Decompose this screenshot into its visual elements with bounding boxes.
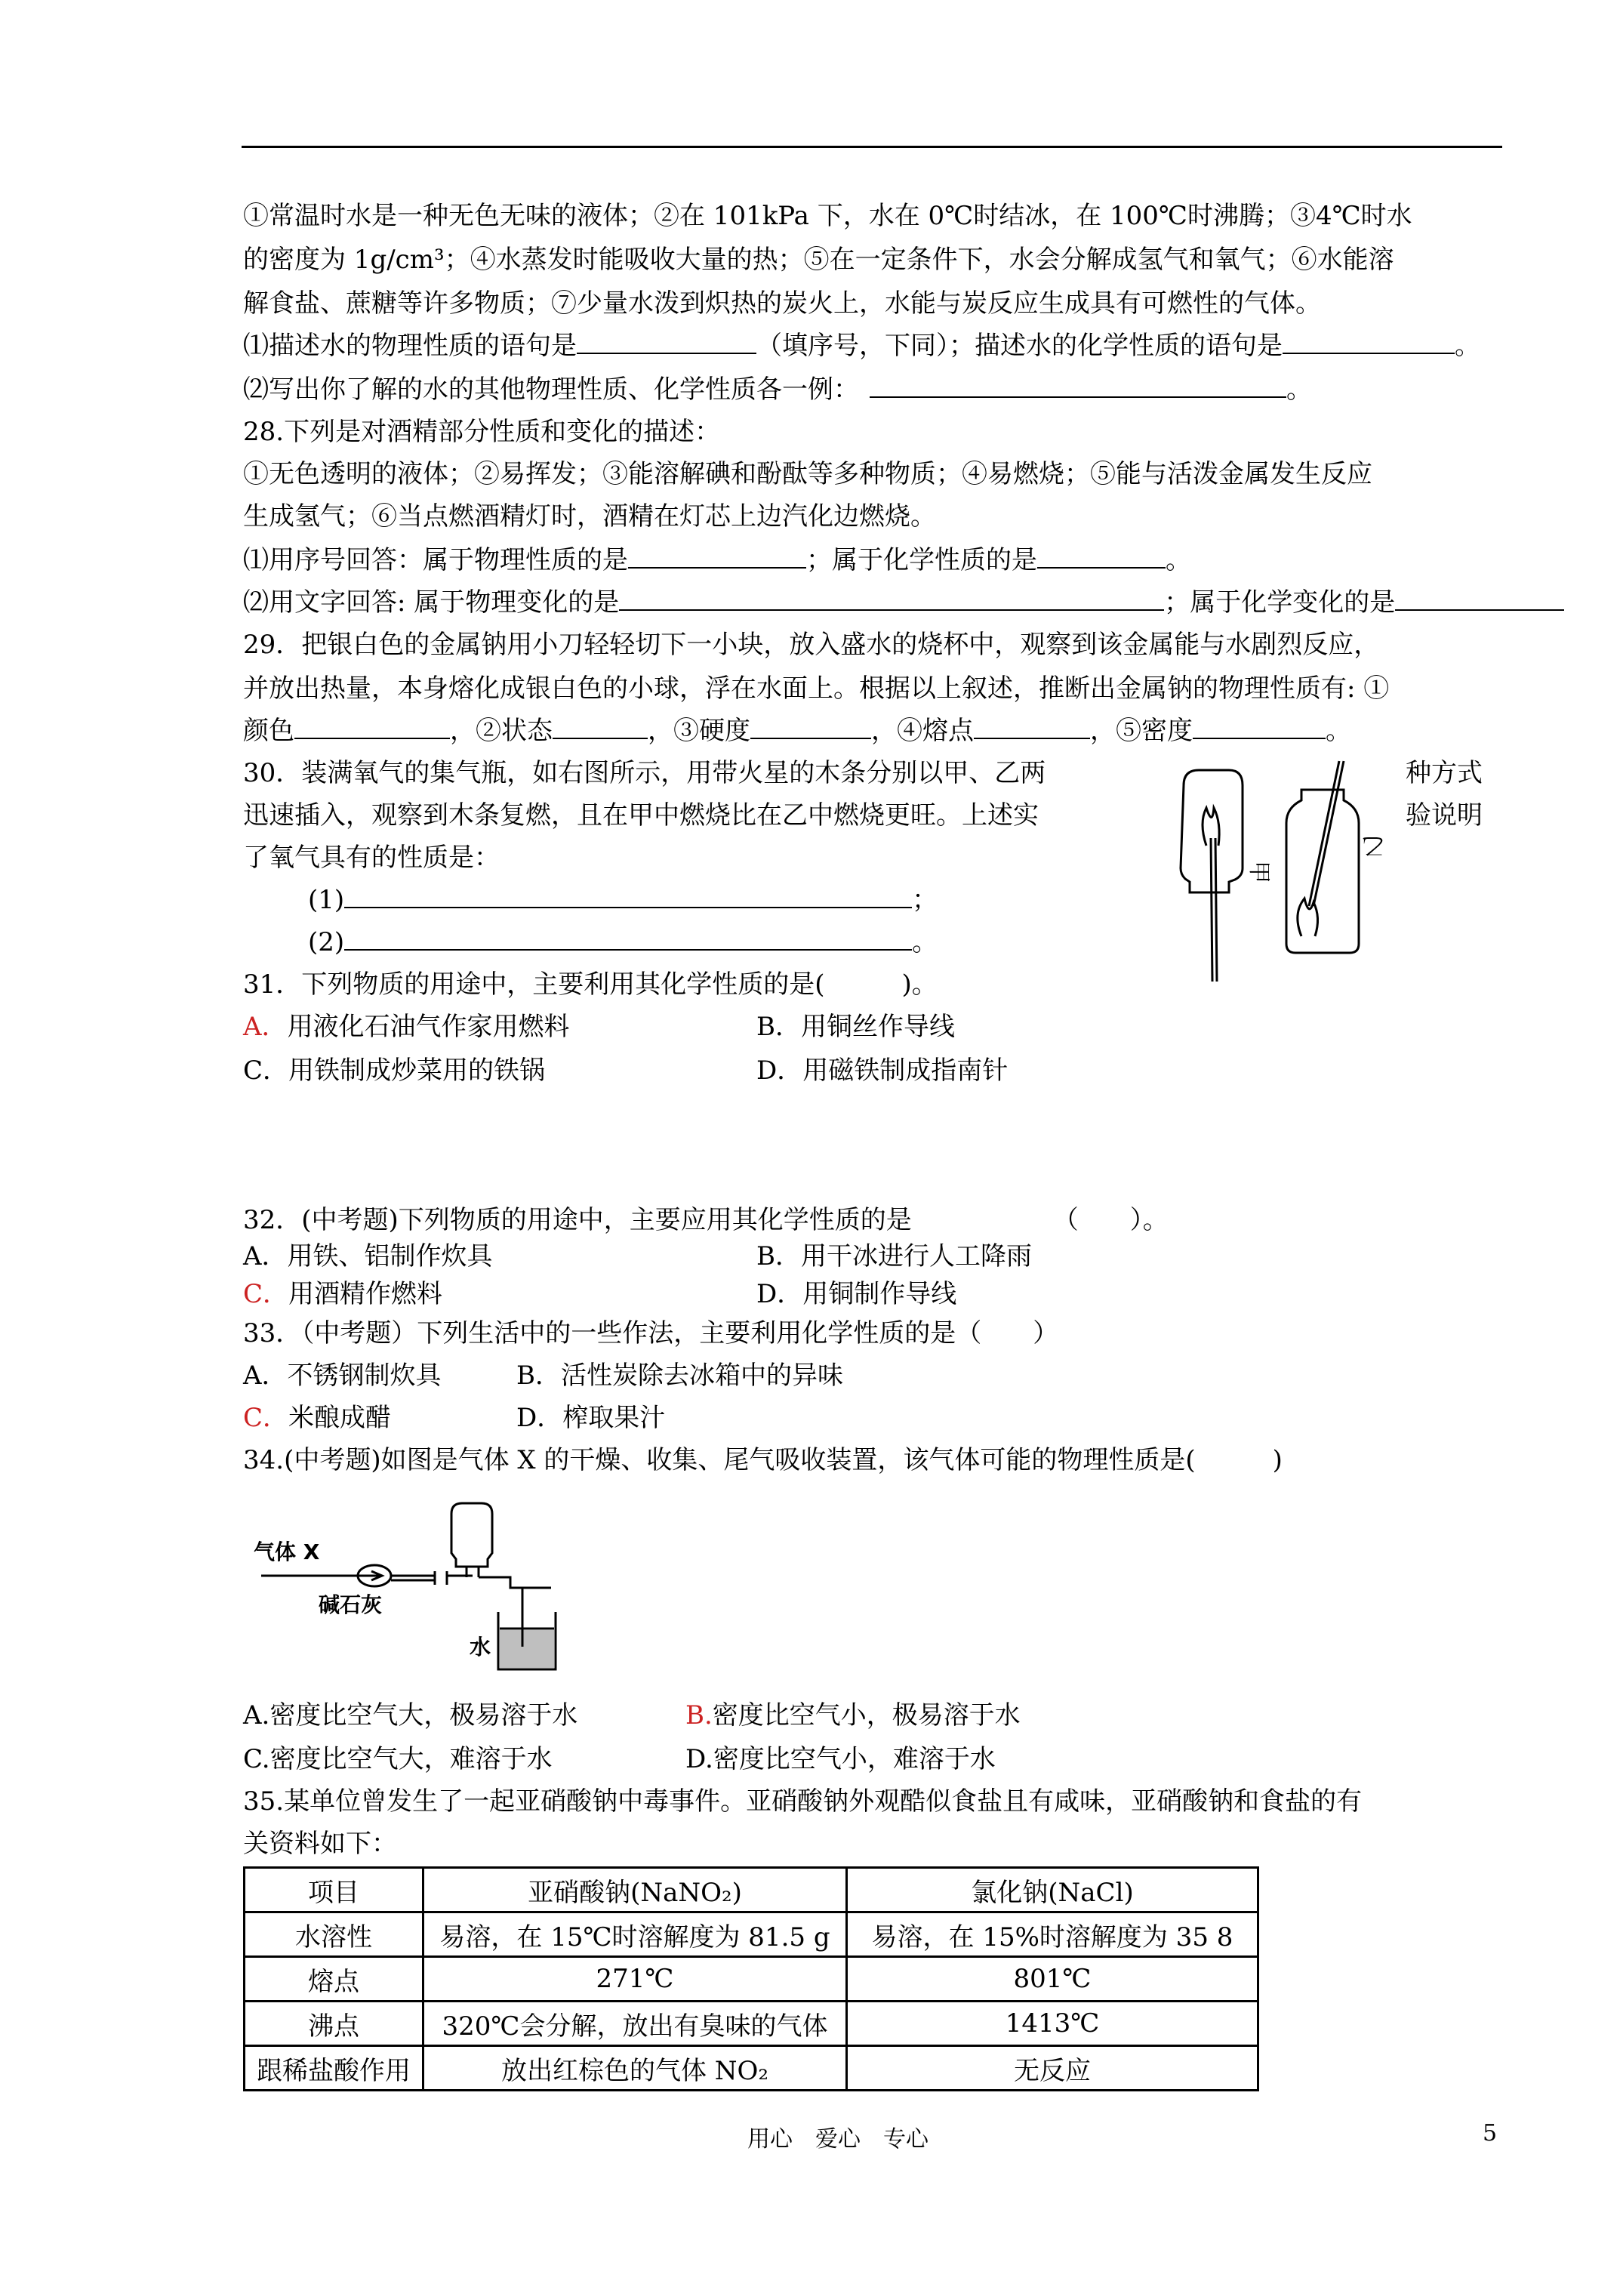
gas-x-label: 气体 X [254,1539,320,1564]
option-text: 用酒精作燃料 [288,1279,443,1309]
option-letter: A． [243,1012,288,1042]
table-row [245,2046,1258,2091]
q33-question: 33．（中考题）下列生活中的一些作法，主要利用化学性质的是（ ） [243,1318,1059,1348]
q28-title: 28.下列是对酒精部分性质和变化的描述： [243,417,721,447]
q34-option-a[interactable]: A.密度比空气大，极易溶于水 [243,1700,578,1730]
joint [435,1571,447,1585]
question-text: ，③硬度 [648,716,750,746]
water-fill [500,1630,554,1668]
table-row [245,1912,1258,1957]
q30-text-line-2: 迅速插入，观察到木条复燃，且在甲中燃烧比在乙中燃烧更旺。上述实 [243,800,1039,831]
q30-answer-line-1 [308,879,938,921]
option-text: 用液化石油气作家用燃料 [287,1012,570,1042]
q33-option-a[interactable]: A．不锈钢制炊具 [243,1361,442,1391]
q32-option-b[interactable]: B．用干冰进行人工降雨 [756,1241,1032,1271]
table-cell: 沸点 [245,2002,423,2046]
outlet-tube [479,1577,551,1588]
question-text: （填序号，下同）；描述水的化学性质的语句是 [756,331,1283,361]
collection-bottle [451,1503,492,1567]
table-cell: 跟稀盐酸作用 [245,2046,423,2091]
answer-blank[interactable] [553,710,648,739]
flame-yi [1298,898,1318,936]
q33-option-c[interactable] [243,1397,391,1439]
question-text: 颜色 [243,716,294,746]
splint-yi-edge [1313,761,1344,906]
q32-option-a[interactable]: A．用铁、铝制作炊具 [243,1241,493,1271]
splint-jia [1211,838,1212,982]
table-cell: 801℃ [847,1957,1258,2002]
punctuation: 。 [1455,331,1480,361]
table-cell: 无反应 [847,2046,1258,2091]
q31-option-c[interactable]: C．用铁制成炒菜用的铁锅 [243,1056,546,1086]
q32-option-c[interactable] [243,1273,442,1315]
answer-blank[interactable] [974,710,1090,739]
table-cell: 1413℃ [847,2002,1258,2046]
answer-blank[interactable] [870,369,1286,398]
q32-option-d[interactable]: D．用铜制作导线 [756,1279,957,1309]
q31-option-a[interactable] [243,1006,570,1048]
q30-answer-line-2 [308,921,938,963]
q28-text-line-2: 生成氢气；⑥当点燃酒精灯时，酒精在灯芯上边汽化边燃烧。 [243,501,936,532]
water-text-line-1: ①常温时水是一种无色无味的液体；②在 101kPa 下，水在 0℃时结冰，在 100℃时沸腾；③4℃时水 [243,201,1412,231]
answer-number: (1) [308,885,345,915]
answer-blank[interactable] [1395,582,1564,611]
option-letter: C． [243,1279,289,1309]
question-text: ⑴用序号回答：属于物理性质的是 [243,545,628,575]
q34-option-c[interactable]: C.密度比空气大，难溶于水 [243,1744,553,1774]
gas-jar-figure [1153,755,1403,989]
table-cell: 水溶性 [245,1912,423,1957]
punctuation: 。 [1326,716,1351,746]
answer-blank[interactable] [1283,325,1455,354]
table-header-cell: 氯化钠(NaCl) [847,1868,1258,1912]
water-question-2 [243,368,1312,411]
q31-option-b[interactable]: B．用铜丝作导线 [756,1012,955,1042]
jar-yi-outline [1286,790,1359,953]
table-cell: 271℃ [423,1957,847,2002]
option-letter: B. [685,1700,713,1730]
header-rule [242,146,1502,148]
punctuation: ； [912,885,938,915]
table-row [245,1957,1258,2002]
table-header-cell: 亚硝酸钠(NaNO₂) [423,1868,847,1912]
q31-question: 31．下列物质的用途中，主要利用其化学性质的是( )。 [243,969,938,1000]
table-header-row [245,1868,1258,1912]
q34-option-d[interactable]: D.密度比空气小，难溶于水 [685,1744,996,1774]
question-text: ⑵用文字回答: 属于物理变化的是 [243,587,620,618]
q29-text-line-2: 并放出热量，本身熔化成银白色的小球，浮在水面上。根据以上叙述，推断出金属钠的物理性质有: ① [243,673,1390,704]
table-row [245,2002,1258,2046]
label-yi: 乙 [1362,832,1384,858]
water-text-line-3: 解食盐、蔗糖等许多物质；⑦少量水泼到炽热的炭火上，水能与炭反应生成具有可燃性的气体。 [243,288,1321,319]
option-letter: C． [243,1403,289,1433]
question-text: ，②状态 [450,716,553,746]
table-cell: 易溶，在 15%时溶解度为 35 8 [847,1912,1258,1957]
answer-blank[interactable] [294,710,450,739]
q31-option-d[interactable]: D．用磁铁制成指南针 [756,1056,1009,1086]
q35-text-line-1: 35.某单位曾发生了一起亚硝酸钠中毒事件。亚硝酸钠外观酷似食盐且有咸味，亚硝酸钠和食盐的有 [243,1786,1363,1817]
q28-text-line-1: ①无色透明的液体；②易挥发；③能溶解碘和酚酞等多种物质；④易燃烧；⑤能与活泼金属发生反应 [243,459,1372,489]
table-cell: 放出红棕色的气体 NO₂ [423,2046,847,2091]
answer-blank[interactable] [619,582,1164,611]
q35-text-line-2: 关资料如下： [243,1829,397,1859]
water-question-1 [243,325,1480,367]
splint-yi [1309,761,1339,906]
answer-blank[interactable] [344,922,912,951]
q30-text-line-3: 了氧气具有的性质是： [243,843,500,873]
page-number: 5 [1483,2120,1498,2147]
question-text: ；属于化学变化的是 [1164,587,1396,618]
q29-text-line-3 [243,710,1351,752]
comparison-table [243,1866,1259,2091]
water-label: 水 [470,1635,491,1660]
option-text: 密度比空气小，极易溶于水 [712,1700,1021,1730]
q28-subquestion-1 [243,539,1191,581]
question-text: ，④熔点 [871,716,974,746]
punctuation: 。 [1166,545,1191,575]
soda-lime-label: 碱石灰 [319,1592,383,1617]
q30-text-line-1: 30．装满氧气的集气瓶，如右图所示，用带火星的木条分别以甲、乙两 [243,758,1046,788]
answer-blank[interactable] [344,880,912,908]
label-jia: 甲 [1246,861,1272,883]
question-text: ，⑤密度 [1090,716,1193,746]
answer-number: (2) [308,927,345,957]
q28-subquestion-2 [243,581,1564,624]
answer-blank[interactable] [628,540,806,569]
table-header-cell: 项目 [245,1868,423,1912]
punctuation: 。 [1286,374,1312,405]
q33-option-b[interactable]: B．活性炭除去冰箱中的异味 [516,1361,843,1391]
q29-text-line-1: 29．把银白色的金属钠用小刀轻轻切下一小块，放入盛水的烧杯中，观察到该金属能与水剧烈反应， [243,630,1380,660]
splint-jia-edge [1215,838,1217,982]
table-cell: 易溶，在 15℃时溶解度为 81.5 g [423,1912,847,1957]
q34-option-b[interactable] [685,1694,1021,1737]
answer-blank[interactable] [1037,540,1166,569]
question-text: ⑴描述水的物理性质的语句是 [243,331,577,361]
q34-question: 34.(中考题)如图是气体 X 的干燥、收集、尾气吸收装置，该气体可能的物理性质是( ) [243,1445,1283,1475]
footer-motto: 用心 爱心 专心 [747,2126,929,2153]
gas-apparatus-figure [254,1499,571,1680]
q30-text-line-2-right: 验说明 [1406,800,1483,831]
answer-blank[interactable] [750,710,871,739]
table-cell: 熔点 [245,1957,423,2002]
answer-blank[interactable] [577,325,756,354]
water-text-line-2: 的密度为 1g/cm³；④水蒸发时能吸收大量的热；⑤在一定条件下，水会分解成氢气和氧气；⑥水能溶 [243,245,1394,275]
table-cell: 320℃会分解，放出有臭味的气体 [423,2002,847,2046]
q30-text-line-1-right: 种方式 [1406,758,1483,788]
q32-question: 32．(中考题)下列物质的用途中，主要应用其化学性质的是 （ ）。 [243,1205,1169,1235]
q33-option-d[interactable]: D．榨取果汁 [516,1403,666,1433]
question-text: ；属于化学性质的是 [806,545,1037,575]
answer-blank[interactable] [1193,710,1326,739]
question-text: ⑵写出你了解的水的其他物理性质、化学性质各一例： [243,374,859,405]
punctuation: 。 [912,927,938,957]
option-text: 米酿成醋 [288,1403,392,1433]
